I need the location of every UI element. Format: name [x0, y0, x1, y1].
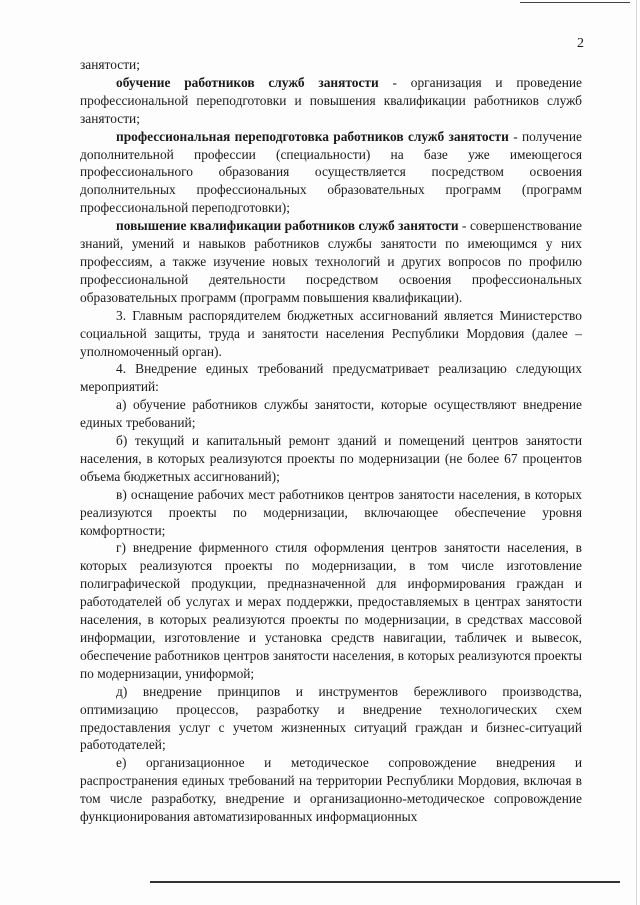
- paragraph-p5: [80, 360, 582, 396]
- page-number: 2: [577, 36, 584, 51]
- scan-edge-bottom: [150, 881, 620, 883]
- paragraph-text: занятости;: [80, 57, 140, 72]
- paragraph-p7: [80, 432, 582, 486]
- paragraph-p0: [80, 56, 582, 74]
- paragraph-p11: [80, 754, 582, 826]
- defined-term: профессиональная переподготовка работников служб занятости: [116, 128, 509, 144]
- paragraph-p8: [80, 486, 582, 540]
- paragraph-p2: [80, 128, 582, 218]
- paragraph-text: е) организационное и методическое сопровождение внедрения и распространения единых требований на территории Республики Мордовия, включая в том числе разработку, внедрение и организационно-методическое сопровождение функционирования автоматизированных информационных: [80, 755, 582, 825]
- paragraph-text: - совершенствование знаний, умений и навыков работников службы занятости по имеющимся у них профессиям, а также изучение новых технологий и других вопросов по профилю профессиональной деятельности посредством освоения профессиональных образовательных программ (программ повышения квалификации).: [80, 218, 582, 305]
- paragraph-text: 4. Внедрение единых требований предусматривает реализацию следующих мероприятий:: [80, 361, 582, 395]
- scan-edge-right: [636, 0, 637, 905]
- document-body: [80, 56, 582, 826]
- paragraph-p4: [80, 307, 582, 361]
- paragraph-text: - получение дополнительной профессии (специальности) на базе уже имеющегося профессионального образования осуществляется посредством освоения дополнительных профессиональных образовательных программ (программ профессиональной переподготовки);: [80, 128, 583, 216]
- paragraph-p3: [80, 217, 582, 307]
- scan-edge-top: [520, 2, 630, 3]
- paragraph-text: в) оснащение рабочих мест работников центров занятости населения, в которых реализуются проекты по модернизации, включающее обеспечение уровня комфортности;: [80, 486, 582, 538]
- defined-term: обучение работников служб занятости: [116, 74, 379, 90]
- paragraph-text: г) внедрение фирменного стиля оформления центров занятости населения, в которых реализуются проекты по модернизации, в том числе изготовление полиграфической продукции, предназначенной для информирования граждан и работодателей об услугах и мерах поддержки, предоставляемых в центрах занятости населения, в которых реализуются проекты по модернизации, в средствах массовой информации, изготовление и установка средств навигации, табличек и вывесок, обеспечение работников центров занятости населения, в которых реализуются проекты по модернизации, униформой;: [80, 540, 582, 681]
- paragraph-p9: [80, 539, 582, 682]
- paragraph-text: д) внедрение принципов и инструментов бережливого производства, оптимизацию процессов, разработку и внедрение технологических схем предоставления услуг с учетом жизненных ситуаций граждан и бизнес-ситуаций работодателей;: [80, 683, 582, 753]
- defined-term: повышение квалификации работников служб занятости: [116, 218, 459, 234]
- paragraph-p10: [80, 683, 582, 755]
- paragraph-text: б) текущий и капитальный ремонт зданий и помещений центров занятости населения, в которых реализуются проекты по модернизации (не более 67 процентов объема бюджетных ассигнований);: [80, 433, 582, 484]
- paragraph-p6: [80, 396, 582, 432]
- paragraph-text: а) обучение работников службы занятости, которые осуществляют внедрение единых требований;: [80, 397, 582, 431]
- paragraph-text: 3. Главным распорядителем бюджетных ассигнований является Министерство социальной защиты, труда и занятости населения Республики Мордовия (далее – уполномоченный орган).: [80, 307, 582, 359]
- paragraph-text: - организация и проведение профессиональной переподготовки и повышения квалификации работников служб занятости;: [80, 74, 582, 126]
- paragraph-p1: [80, 74, 582, 128]
